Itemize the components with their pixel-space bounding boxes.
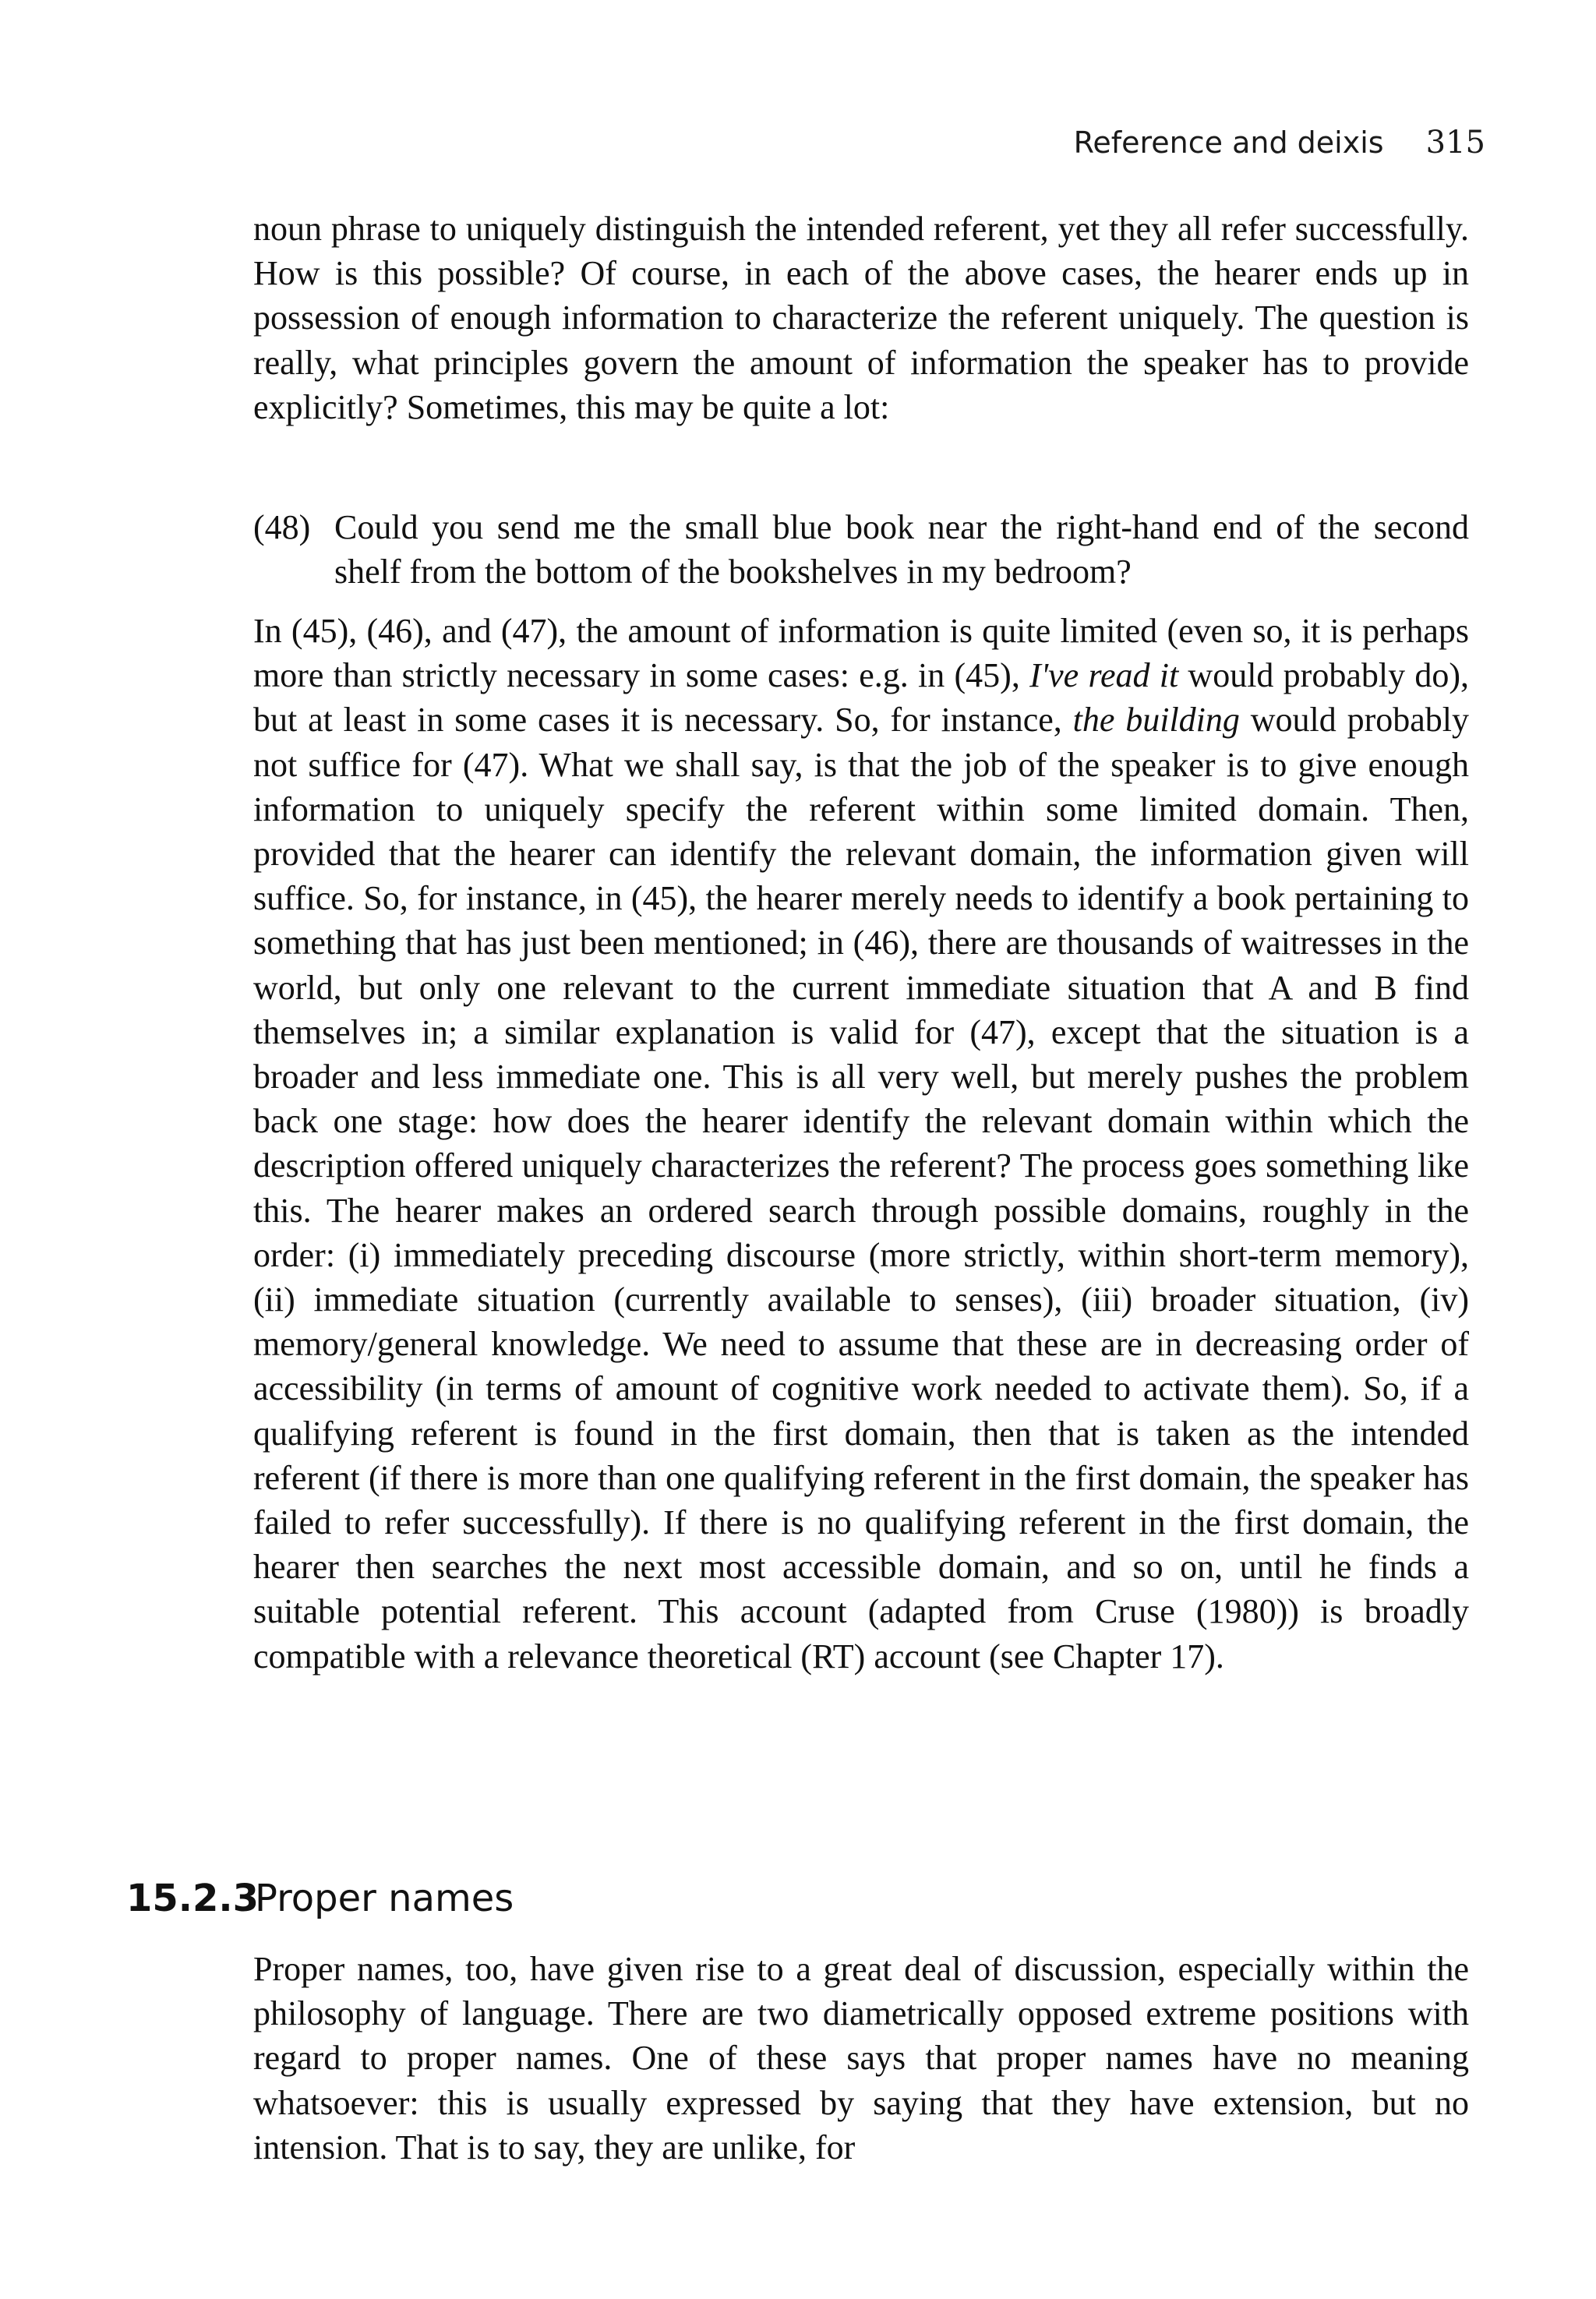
section-title: Proper names [255, 1877, 514, 1920]
example-48 [253, 505, 1469, 594]
running-head-title: Reference and deixis [1073, 125, 1384, 160]
paragraph-intro [253, 207, 1469, 429]
section-number: 15.2.3 [126, 1877, 260, 1920]
paragraph-text: noun phrase to uniquely distinguish the intended referent, yet they all refer successfully. How is this possible? Of course, in each of the above cases, the hearer ends up in possession of enough information to characterize the referent uniquely. The question is really, what principles govern the amount of information the speaker has to provide explicitly? Sometimes, this may be quite a lot: [253, 210, 1469, 426]
example-text: Could you send me the small blue book near the right-hand end of the second shelf from the bottom of the bookshelves in my bedroom? [334, 508, 1469, 592]
page-number: 315 [1425, 125, 1485, 161]
italic-example-phrase: I've read it [1029, 656, 1179, 695]
section-heading [126, 1877, 514, 1920]
example-number: (48) [253, 508, 311, 546]
text-run: would probably not suffice for (47). What we shall say, is that the job of the speaker is to give enough information to uniquely specify the referent within some limited domain. Then, provided that the hearer can identify the relevant domain, the information given will suffice. So, for instance, in (45), the hearer merely needs to identify a book pertaining to something that has just been mentioned; in (46), there are thousands of waitresses in the world, but only one relevant to the current immediate situation that A and B find themselves in; a similar explanation is valid for (47), except that the situation is a broader and less immediate one. This is all very well, but merely pushes the problem back one stage: how does the hearer identify the relevant domain within which the description offered uniquely characterizes the referent? The process goes something like this. The hearer makes an ordered search through possible domains, roughly in the order: (i) immediately preceding discourse (more strictly, within short-term memory), (ii) immediate situation (currently available to senses), (iii) broader situation, (iv) memory/general knowledge. We need to assume that these are in decreasing order of accessibility (in terms of amount of cognitive work needed to activate them). So, if a qualifying referent is found in the first domain, then that is taken as the intended referent (if there is more than one qualifying referent in the first domain, the speaker has failed to refer successfully). If there is no qualifying referent in the first domain, the hearer then searches the next most accessible domain, and so on, until he finds a suitable potential referent. This account (adapted from Cruse (1980)) is broadly compatible with a relevance theoretical (RT) account (see Chapter 17). [253, 701, 1470, 1676]
paragraph-text [253, 609, 1469, 1679]
paragraph-text: Proper names, too, have given rise to a great deal of discussion, especially within the philosophy of language. There are two diametrically opposed extreme positions with regard to proper names. One of these says that proper names have no meaning whatsoever: this is usually expressed by saying that they have extension, but no intension. That is to say, they are unlike, for [253, 1950, 1469, 2167]
italic-example-phrase: the building [1072, 701, 1240, 740]
text-run: would probably do), but at least in some cases it is necessary. So, for instance, [253, 656, 1469, 740]
running-head [1074, 125, 1485, 161]
text-run: In (45), (46), and (47), the amount of information is quite limited (even so, it is perhaps more than strictly necessary in some cases: e.g. in (45), [253, 612, 1469, 695]
paragraph-domain-search [253, 609, 1469, 1679]
paragraph-proper-names [253, 1947, 1469, 2170]
